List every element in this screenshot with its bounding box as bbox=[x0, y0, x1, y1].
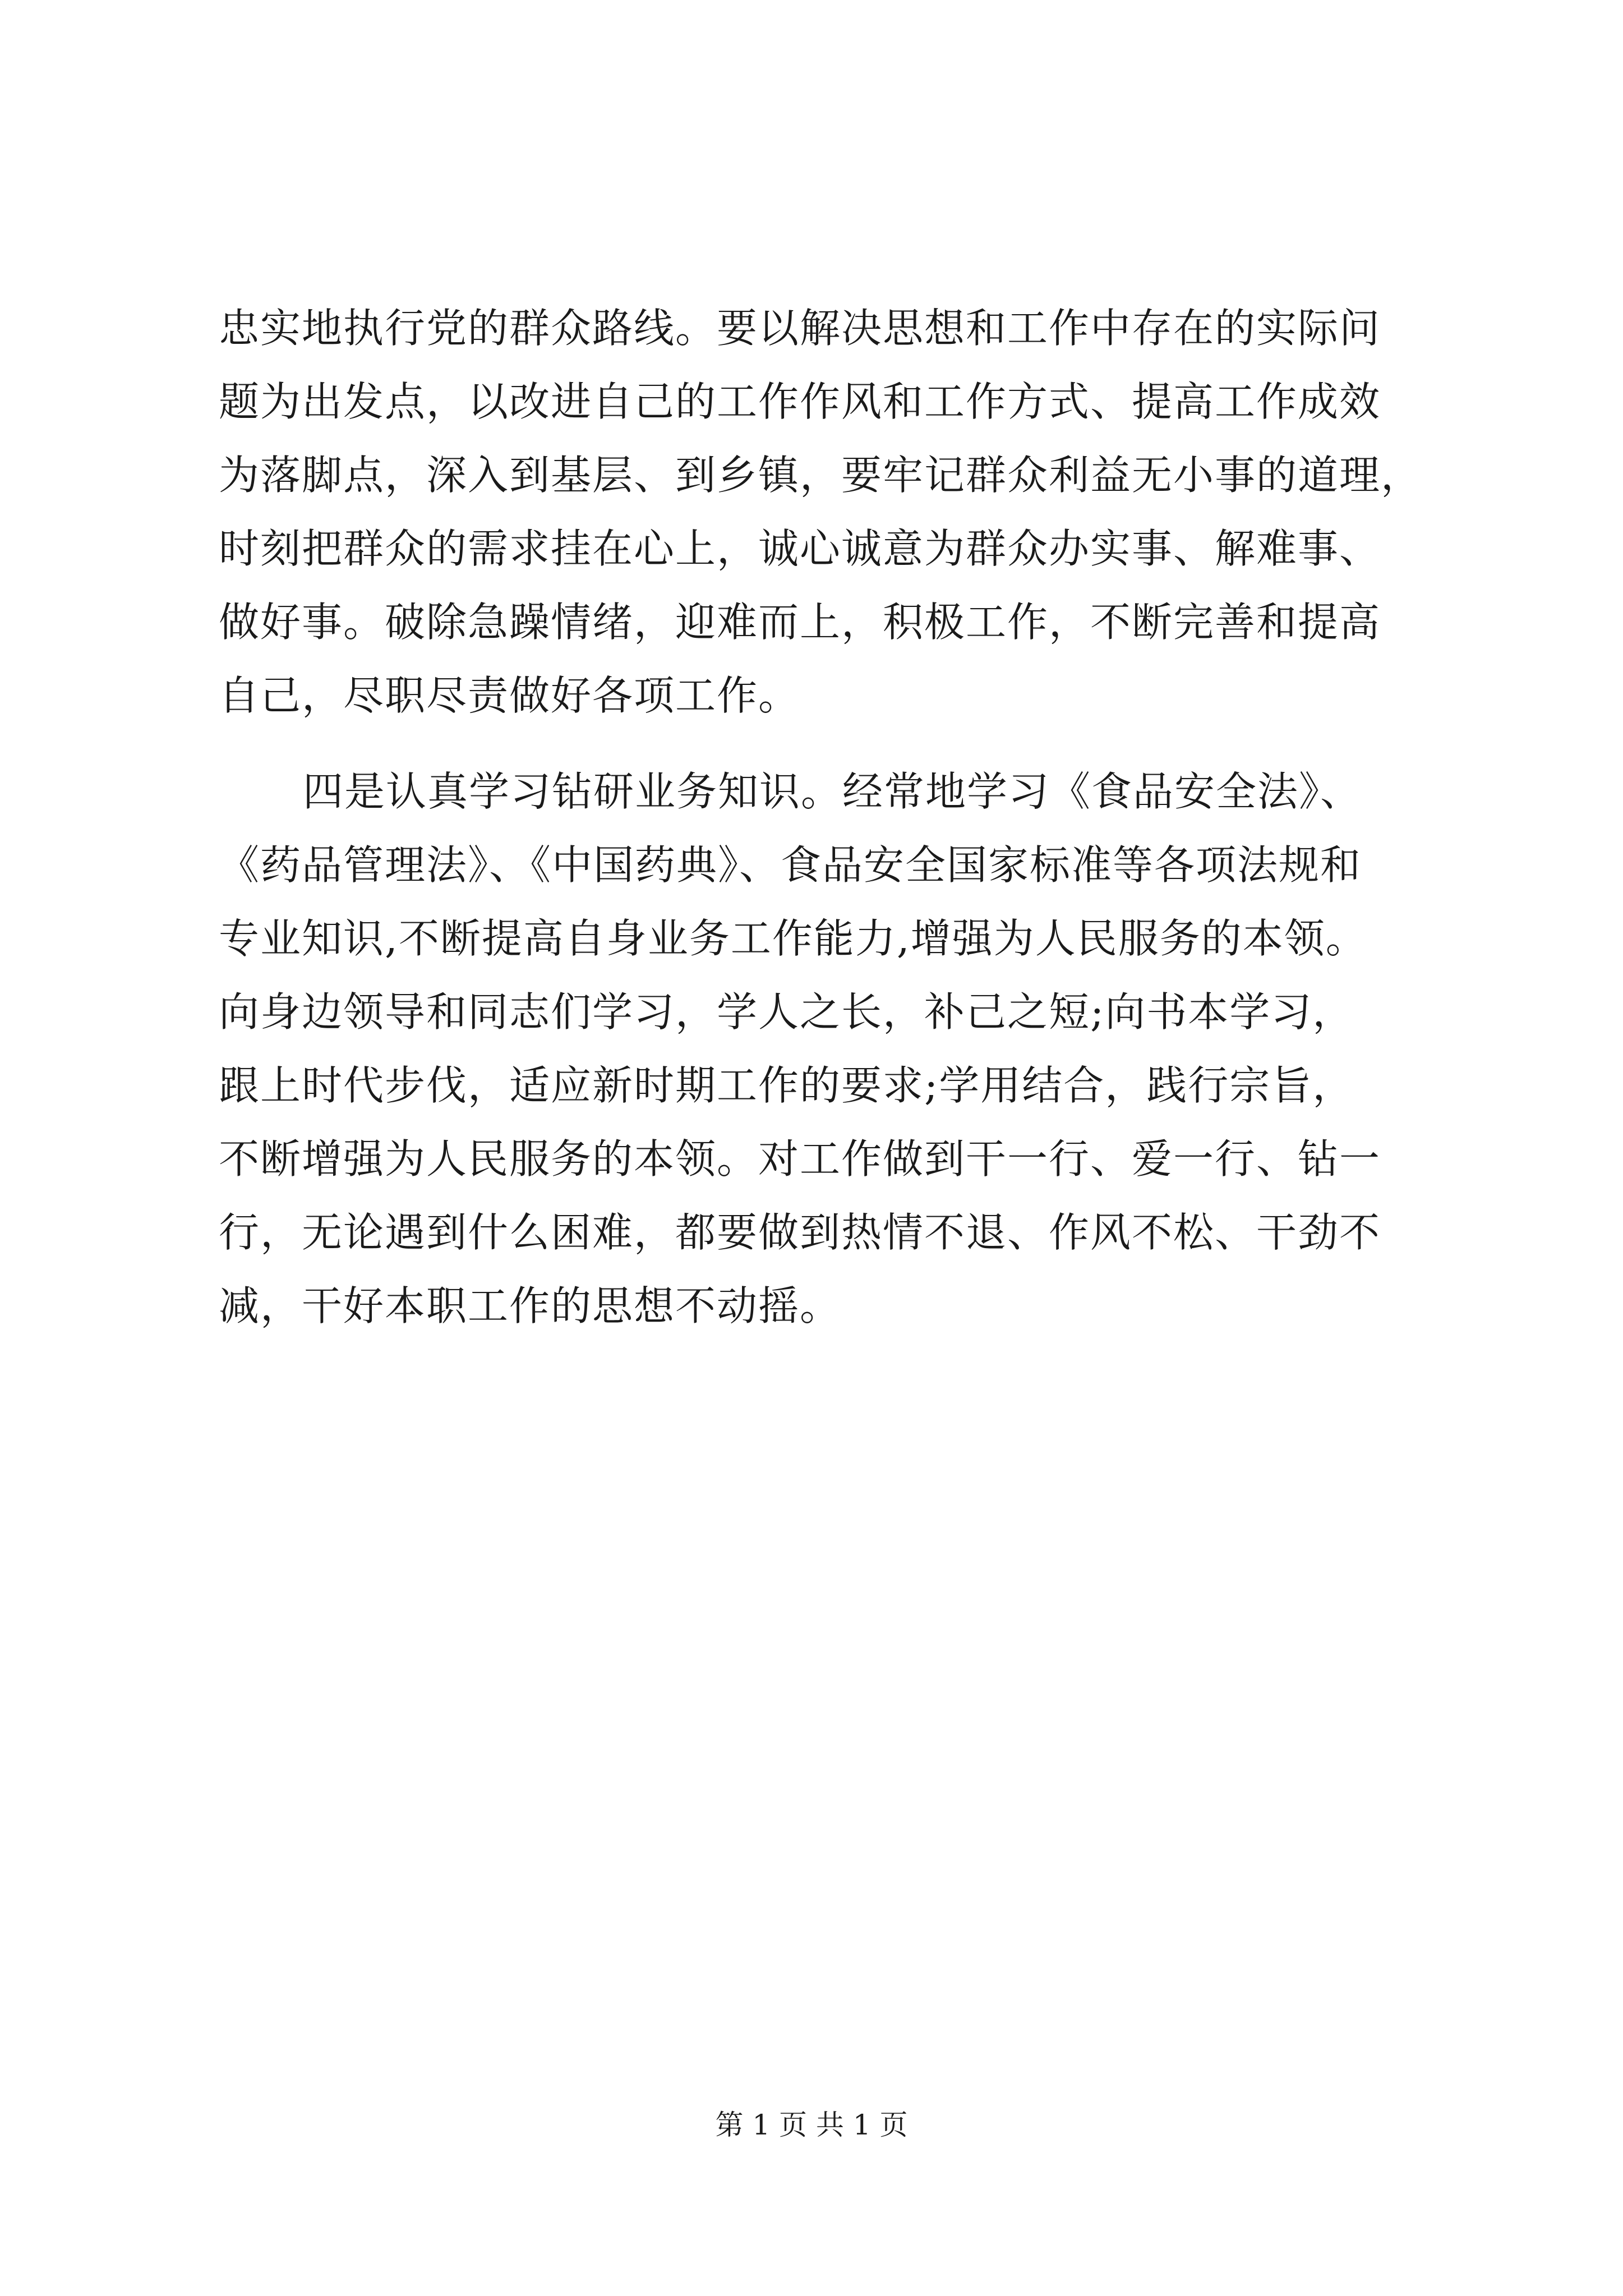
paragraph-2-line: 跟上时代步伐，适应新时期工作的要求;学用结合，践行宗旨， bbox=[219, 1062, 1354, 1109]
page-number-footer: 第 1 页 共 1 页 bbox=[715, 2109, 908, 2141]
paragraph-2-line: 行，无论遇到什么困难，都要做到热情不退、作风不松、干劲不 bbox=[219, 1209, 1381, 1256]
paragraph-1-line: 自己，尽职尽责做好各项工作。 bbox=[219, 672, 800, 719]
paragraph-2-line: 《药品管理法》、《中国药典》、食品安全国家标准等各项法规和 bbox=[219, 841, 1362, 889]
paragraph-2-line: 四是认真学习钻研业务知识。经常地学习《食品安全法》、 bbox=[303, 768, 1362, 815]
paragraph-1-line: 忠实地执行党的群众路线。要以解决思想和工作中存在的实际问 bbox=[219, 305, 1381, 352]
paragraph-2-line: 减，干好本职工作的思想不动摇。 bbox=[219, 1282, 842, 1329]
paragraph-2-line: 专业知识,不断提高自身业务工作能力,增强为人民服务的本领。 bbox=[219, 915, 1367, 962]
paragraph-2-line: 不断增强为人民服务的本领。对工作做到干一行、爱一行、钻一 bbox=[219, 1135, 1381, 1182]
paragraph-spacer bbox=[219, 733, 1430, 755]
paragraph-1 bbox=[219, 292, 1430, 733]
document-body bbox=[219, 292, 1430, 1343]
paragraph-1-line: 时刻把群众的需求挂在心上，诚心诚意为群众办实事、解难事、 bbox=[219, 525, 1381, 572]
paragraph-1-line: 做好事。破除急躁情绪，迎难而上，积极工作，不断完善和提高 bbox=[219, 599, 1381, 646]
paragraph-2-line: 向身边领导和同志们学习，学人之长，补己之短;向书本学习， bbox=[219, 988, 1354, 1036]
paragraph-1-line: 为落脚点，深入到基层、到乡镇，要牢记群众利益无小事的道理， bbox=[219, 452, 1423, 499]
paragraph-1-line: 题为出发点，以改进自己的工作作风和工作方式、提高工作成效 bbox=[219, 378, 1381, 425]
paragraph-2 bbox=[219, 755, 1430, 1343]
